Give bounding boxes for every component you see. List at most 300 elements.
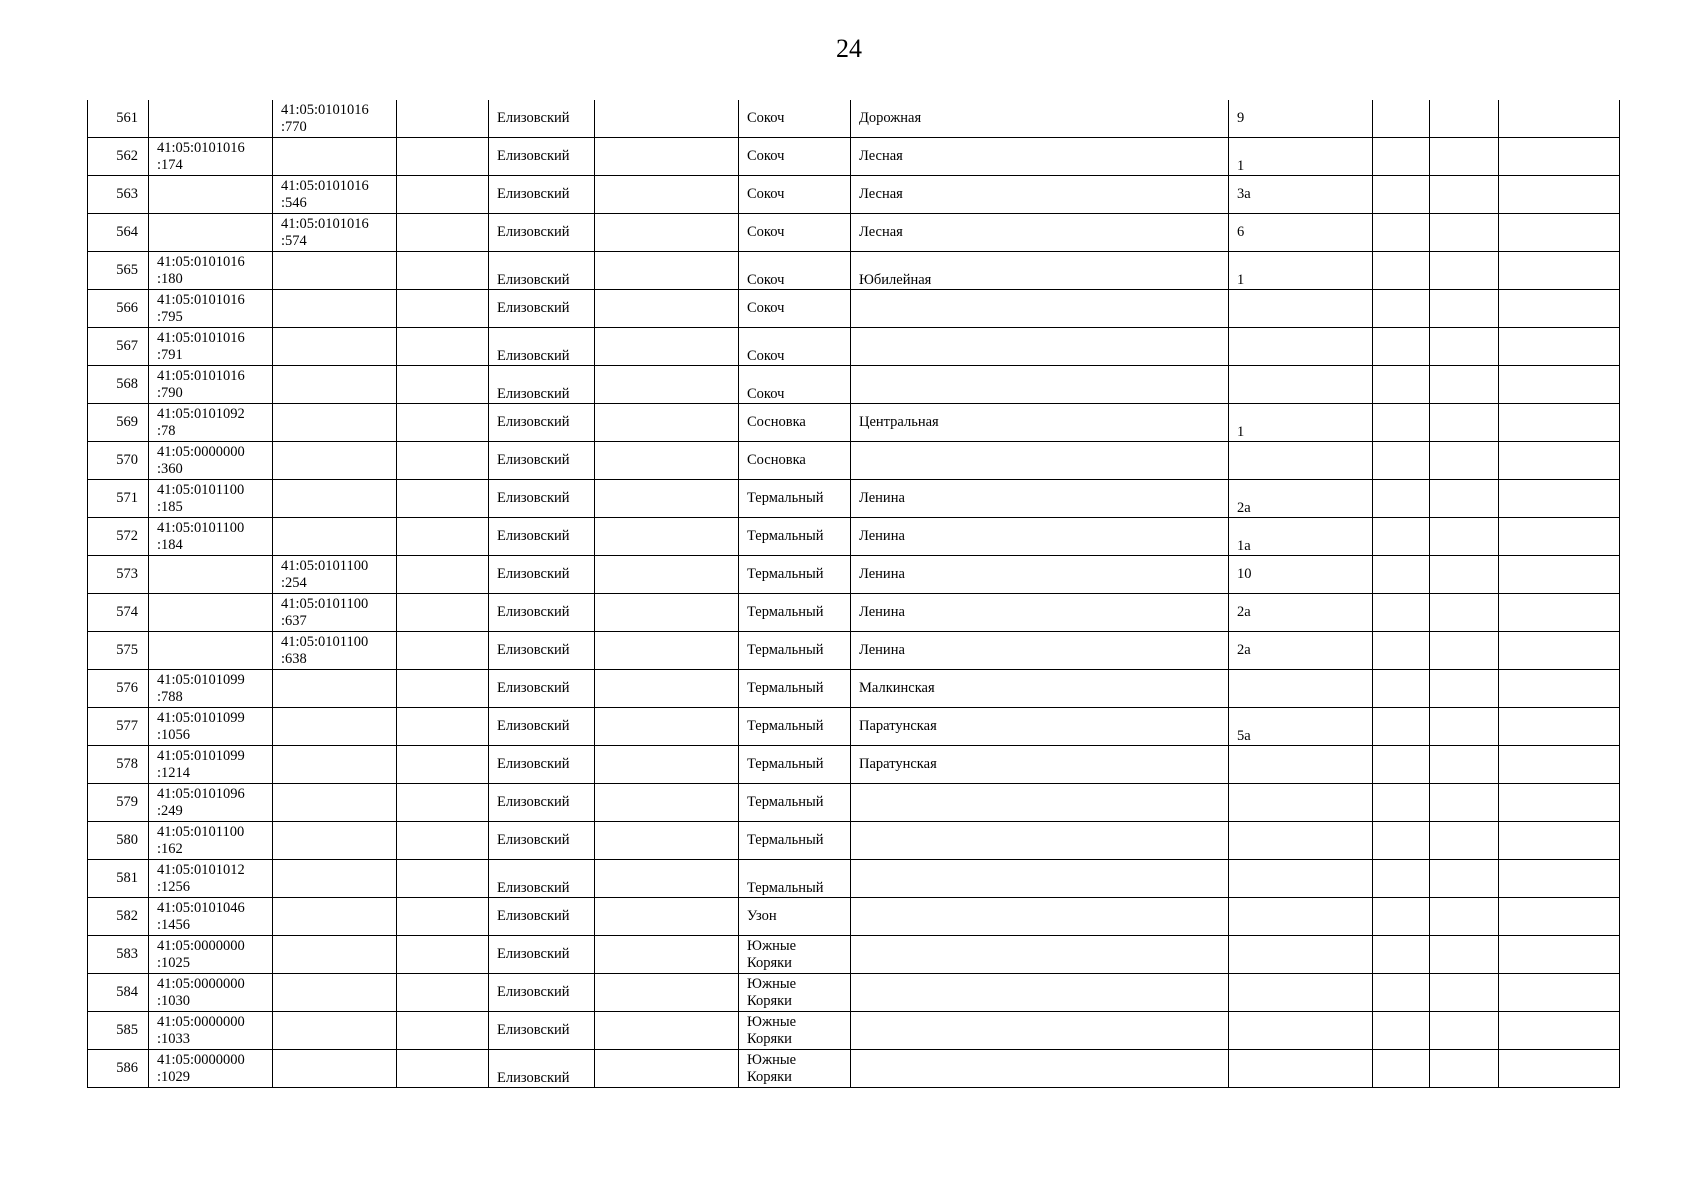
empty-cell — [1373, 480, 1430, 518]
empty-cell — [1373, 252, 1430, 290]
settlement-cell: Сокоч — [739, 176, 851, 214]
row-number-cell: 578 — [88, 746, 149, 784]
street-cell: Центральная — [851, 404, 1229, 442]
cadastral-number-alt-cell: 41:05:0101016 :770 — [273, 100, 397, 138]
cadastral-number-cell: 41:05:0101100 :162 — [149, 822, 273, 860]
cadastral-number-cell: 41:05:0101016 :795 — [149, 290, 273, 328]
house-number-cell: 9 — [1229, 100, 1373, 138]
empty-cell — [1373, 746, 1430, 784]
settlement-cell: Термальный — [739, 822, 851, 860]
empty-cell — [1430, 442, 1499, 480]
district-cell: Елизовский — [489, 632, 595, 670]
empty-cell — [1430, 556, 1499, 594]
empty-cell — [1499, 1050, 1620, 1088]
settlement-cell: Сокоч — [739, 138, 851, 176]
empty-cell — [1430, 898, 1499, 936]
empty-cell — [595, 936, 739, 974]
row-number-cell: 580 — [88, 822, 149, 860]
empty-cell — [1430, 708, 1499, 746]
house-number-cell: 5а — [1229, 708, 1373, 746]
empty-cell — [595, 670, 739, 708]
house-number-cell: 1 — [1229, 404, 1373, 442]
cadastral-number-cell: 41:05:0101099 :788 — [149, 670, 273, 708]
cadastral-number-alt-cell — [273, 936, 397, 974]
cadastral-number-cell: 41:05:0101016 :180 — [149, 252, 273, 290]
empty-cell — [397, 1012, 489, 1050]
cadastral-number-alt-cell — [273, 898, 397, 936]
empty-cell — [1499, 898, 1620, 936]
empty-cell — [397, 518, 489, 556]
row-number-cell: 569 — [88, 404, 149, 442]
empty-cell — [1430, 974, 1499, 1012]
empty-cell — [1373, 708, 1430, 746]
house-number-cell — [1229, 1012, 1373, 1050]
empty-cell — [397, 1050, 489, 1088]
empty-cell — [1373, 176, 1430, 214]
empty-cell — [1499, 290, 1620, 328]
empty-cell — [397, 746, 489, 784]
cadastral-number-cell: 41:05:0101016 :791 — [149, 328, 273, 366]
district-cell: Елизовский — [489, 518, 595, 556]
cadastral-number-alt-cell — [273, 670, 397, 708]
district-cell: Елизовский — [489, 1012, 595, 1050]
empty-cell — [397, 214, 489, 252]
empty-cell — [1499, 670, 1620, 708]
empty-cell — [1499, 860, 1620, 898]
house-number-cell: 2а — [1229, 594, 1373, 632]
empty-cell — [1499, 100, 1620, 138]
street-cell: Лесная — [851, 176, 1229, 214]
street-cell: Ленина — [851, 480, 1229, 518]
empty-cell — [595, 176, 739, 214]
street-cell: Паратунская — [851, 708, 1229, 746]
house-number-cell — [1229, 936, 1373, 974]
table-row — [88, 784, 1620, 822]
house-number-cell: 3а — [1229, 176, 1373, 214]
house-number-cell: 2а — [1229, 632, 1373, 670]
empty-cell — [397, 480, 489, 518]
empty-cell — [1499, 556, 1620, 594]
table-row — [88, 100, 1620, 138]
table-row — [88, 1012, 1620, 1050]
empty-cell — [397, 936, 489, 974]
settlement-cell: Термальный — [739, 556, 851, 594]
empty-cell — [397, 784, 489, 822]
cadastral-number-alt-cell — [273, 480, 397, 518]
empty-cell — [1499, 214, 1620, 252]
street-cell — [851, 366, 1229, 404]
table-row — [88, 936, 1620, 974]
cadastral-number-cell: 41:05:0101099 :1214 — [149, 746, 273, 784]
empty-cell — [397, 366, 489, 404]
table-row — [88, 252, 1620, 290]
house-number-cell — [1229, 1050, 1373, 1088]
settlement-cell: Сокоч — [739, 214, 851, 252]
empty-cell — [595, 974, 739, 1012]
empty-cell — [1499, 708, 1620, 746]
house-number-cell — [1229, 974, 1373, 1012]
street-cell — [851, 1012, 1229, 1050]
empty-cell — [397, 974, 489, 1012]
cadastral-number-alt-cell — [273, 366, 397, 404]
settlement-cell: Сокоч — [739, 252, 851, 290]
street-cell — [851, 936, 1229, 974]
empty-cell — [1499, 784, 1620, 822]
row-number-cell: 582 — [88, 898, 149, 936]
row-number-cell: 585 — [88, 1012, 149, 1050]
empty-cell — [397, 594, 489, 632]
table-row — [88, 556, 1620, 594]
empty-cell — [1373, 290, 1430, 328]
row-number-cell: 579 — [88, 784, 149, 822]
house-number-cell: 2а — [1229, 480, 1373, 518]
empty-cell — [1499, 176, 1620, 214]
empty-cell — [397, 632, 489, 670]
empty-cell — [1499, 366, 1620, 404]
page-number: 24 — [836, 34, 862, 63]
house-number-cell — [1229, 860, 1373, 898]
cadastral-number-cell: 41:05:0000000 :360 — [149, 442, 273, 480]
empty-cell — [595, 480, 739, 518]
settlement-cell: Южные Коряки — [739, 974, 851, 1012]
empty-cell — [595, 404, 739, 442]
empty-cell — [1430, 518, 1499, 556]
cadastral-number-cell — [149, 556, 273, 594]
empty-cell — [1499, 822, 1620, 860]
table-row — [88, 822, 1620, 860]
empty-cell — [1430, 366, 1499, 404]
cadastral-number-cell: 41:05:0101012 :1256 — [149, 860, 273, 898]
cadastral-number-cell: 41:05:0101092 :78 — [149, 404, 273, 442]
street-cell: Ленина — [851, 594, 1229, 632]
empty-cell — [1373, 974, 1430, 1012]
row-number-cell: 572 — [88, 518, 149, 556]
cadastral-number-alt-cell: 41:05:0101016 :546 — [273, 176, 397, 214]
settlement-cell: Термальный — [739, 784, 851, 822]
district-cell: Елизовский — [489, 746, 595, 784]
empty-cell — [397, 138, 489, 176]
cadastral-number-alt-cell — [273, 974, 397, 1012]
table-row — [88, 214, 1620, 252]
row-number-cell: 562 — [88, 138, 149, 176]
settlement-cell: Сосновка — [739, 442, 851, 480]
empty-cell — [397, 556, 489, 594]
empty-cell — [397, 176, 489, 214]
empty-cell — [1373, 556, 1430, 594]
district-cell: Елизовский — [489, 290, 595, 328]
district-cell: Елизовский — [489, 214, 595, 252]
empty-cell — [1373, 518, 1430, 556]
empty-cell — [1430, 480, 1499, 518]
empty-cell — [595, 214, 739, 252]
district-cell: Елизовский — [489, 138, 595, 176]
settlement-cell: Узон — [739, 898, 851, 936]
settlement-cell: Сокоч — [739, 290, 851, 328]
row-number-cell: 567 — [88, 328, 149, 366]
street-cell — [851, 898, 1229, 936]
empty-cell — [595, 746, 739, 784]
row-number-cell: 566 — [88, 290, 149, 328]
empty-cell — [1499, 746, 1620, 784]
district-cell: Елизовский — [489, 594, 595, 632]
empty-cell — [1373, 594, 1430, 632]
district-cell: Елизовский — [489, 442, 595, 480]
empty-cell — [1430, 138, 1499, 176]
empty-cell — [1430, 214, 1499, 252]
street-cell: Лесная — [851, 214, 1229, 252]
empty-cell — [595, 328, 739, 366]
empty-cell — [595, 1012, 739, 1050]
empty-cell — [1499, 594, 1620, 632]
empty-cell — [1499, 404, 1620, 442]
settlement-cell: Термальный — [739, 480, 851, 518]
row-number-cell: 571 — [88, 480, 149, 518]
empty-cell — [1430, 404, 1499, 442]
empty-cell — [397, 708, 489, 746]
empty-cell — [397, 100, 489, 138]
table-row — [88, 442, 1620, 480]
district-cell: Елизовский — [489, 328, 595, 366]
row-number-cell: 575 — [88, 632, 149, 670]
settlement-cell: Термальный — [739, 670, 851, 708]
cadastral-number-alt-cell: 41:05:0101100 :638 — [273, 632, 397, 670]
house-number-cell — [1229, 746, 1373, 784]
street-cell — [851, 822, 1229, 860]
empty-cell — [397, 252, 489, 290]
empty-cell — [1499, 518, 1620, 556]
property-registry-table — [87, 100, 1620, 1088]
table-row — [88, 974, 1620, 1012]
table-row — [88, 898, 1620, 936]
empty-cell — [1430, 594, 1499, 632]
district-cell: Елизовский — [489, 784, 595, 822]
table-row — [88, 290, 1620, 328]
cadastral-number-alt-cell — [273, 328, 397, 366]
house-number-cell: 1а — [1229, 518, 1373, 556]
cadastral-number-alt-cell: 41:05:0101100 :637 — [273, 594, 397, 632]
cadastral-number-cell: 41:05:0000000 :1030 — [149, 974, 273, 1012]
district-cell: Елизовский — [489, 404, 595, 442]
empty-cell — [595, 252, 739, 290]
cadastral-number-alt-cell: 41:05:0101016 :574 — [273, 214, 397, 252]
empty-cell — [1373, 1050, 1430, 1088]
row-number-cell: 576 — [88, 670, 149, 708]
row-number-cell: 564 — [88, 214, 149, 252]
cadastral-number-cell — [149, 632, 273, 670]
empty-cell — [595, 366, 739, 404]
empty-cell — [595, 1050, 739, 1088]
street-cell — [851, 784, 1229, 822]
cadastral-number-cell — [149, 100, 273, 138]
empty-cell — [595, 860, 739, 898]
district-cell: Елизовский — [489, 252, 595, 290]
empty-cell — [1373, 860, 1430, 898]
settlement-cell: Сосновка — [739, 404, 851, 442]
settlement-cell: Термальный — [739, 708, 851, 746]
empty-cell — [1499, 632, 1620, 670]
row-number-cell: 570 — [88, 442, 149, 480]
empty-cell — [1373, 100, 1430, 138]
empty-cell — [397, 822, 489, 860]
cadastral-number-cell: 41:05:0101100 :184 — [149, 518, 273, 556]
empty-cell — [1430, 860, 1499, 898]
cadastral-number-alt-cell — [273, 252, 397, 290]
empty-cell — [1373, 822, 1430, 860]
district-cell: Елизовский — [489, 100, 595, 138]
cadastral-number-cell: 41:05:0101016 :174 — [149, 138, 273, 176]
row-number-cell: 563 — [88, 176, 149, 214]
street-cell: Малкинская — [851, 670, 1229, 708]
empty-cell — [397, 328, 489, 366]
empty-cell — [397, 898, 489, 936]
street-cell: Ленина — [851, 632, 1229, 670]
table-row — [88, 632, 1620, 670]
table-row — [88, 594, 1620, 632]
settlement-cell: Южные Коряки — [739, 936, 851, 974]
empty-cell — [595, 556, 739, 594]
row-number-cell: 581 — [88, 860, 149, 898]
house-number-cell: 1 — [1229, 138, 1373, 176]
row-number-cell: 583 — [88, 936, 149, 974]
empty-cell — [595, 632, 739, 670]
row-number-cell: 565 — [88, 252, 149, 290]
empty-cell — [1373, 670, 1430, 708]
empty-cell — [1430, 1050, 1499, 1088]
district-cell: Елизовский — [489, 1050, 595, 1088]
empty-cell — [1430, 632, 1499, 670]
row-number-cell: 561 — [88, 100, 149, 138]
empty-cell — [1499, 442, 1620, 480]
settlement-cell: Сокоч — [739, 328, 851, 366]
cadastral-number-alt-cell — [273, 442, 397, 480]
settlement-cell: Термальный — [739, 746, 851, 784]
empty-cell — [1499, 328, 1620, 366]
street-cell: Паратунская — [851, 746, 1229, 784]
empty-cell — [1430, 100, 1499, 138]
cadastral-number-alt-cell — [273, 138, 397, 176]
house-number-cell — [1229, 290, 1373, 328]
district-cell: Елизовский — [489, 898, 595, 936]
house-number-cell — [1229, 366, 1373, 404]
empty-cell — [1430, 784, 1499, 822]
empty-cell — [595, 594, 739, 632]
cadastral-number-alt-cell — [273, 1050, 397, 1088]
house-number-cell — [1229, 442, 1373, 480]
settlement-cell: Термальный — [739, 860, 851, 898]
cadastral-number-cell: 41:05:0101096 :249 — [149, 784, 273, 822]
settlement-cell: Термальный — [739, 518, 851, 556]
cadastral-number-cell: 41:05:0101099 :1056 — [149, 708, 273, 746]
empty-cell — [1430, 290, 1499, 328]
cadastral-number-alt-cell — [273, 518, 397, 556]
empty-cell — [1430, 822, 1499, 860]
cadastral-number-cell: 41:05:0000000 :1025 — [149, 936, 273, 974]
table-row — [88, 366, 1620, 404]
row-number-cell: 568 — [88, 366, 149, 404]
empty-cell — [397, 404, 489, 442]
empty-cell — [1373, 632, 1430, 670]
empty-cell — [1430, 1012, 1499, 1050]
empty-cell — [1430, 746, 1499, 784]
district-cell: Елизовский — [489, 936, 595, 974]
empty-cell — [595, 708, 739, 746]
table-row — [88, 328, 1620, 366]
house-number-cell — [1229, 784, 1373, 822]
empty-cell — [397, 860, 489, 898]
empty-cell — [1499, 480, 1620, 518]
row-number-cell: 573 — [88, 556, 149, 594]
settlement-cell: Южные Коряки — [739, 1050, 851, 1088]
empty-cell — [1499, 138, 1620, 176]
street-cell — [851, 328, 1229, 366]
street-cell — [851, 860, 1229, 898]
cadastral-number-alt-cell — [273, 404, 397, 442]
settlement-cell: Сокоч — [739, 100, 851, 138]
empty-cell — [397, 442, 489, 480]
cadastral-number-cell — [149, 594, 273, 632]
cadastral-number-cell: 41:05:0101016 :790 — [149, 366, 273, 404]
empty-cell — [595, 784, 739, 822]
empty-cell — [1430, 936, 1499, 974]
table-row — [88, 670, 1620, 708]
district-cell: Елизовский — [489, 480, 595, 518]
district-cell: Елизовский — [489, 974, 595, 1012]
cadastral-number-cell: 41:05:0101046 :1456 — [149, 898, 273, 936]
empty-cell — [1499, 1012, 1620, 1050]
empty-cell — [595, 518, 739, 556]
street-cell: Ленина — [851, 518, 1229, 556]
empty-cell — [595, 290, 739, 328]
settlement-cell: Сокоч — [739, 366, 851, 404]
table-row — [88, 708, 1620, 746]
table-row — [88, 176, 1620, 214]
street-cell: Юбилейная — [851, 252, 1229, 290]
cadastral-number-alt-cell — [273, 822, 397, 860]
cadastral-number-alt-cell — [273, 784, 397, 822]
street-cell — [851, 290, 1229, 328]
district-cell: Елизовский — [489, 176, 595, 214]
street-cell: Дорожная — [851, 100, 1229, 138]
table-row — [88, 404, 1620, 442]
cadastral-number-alt-cell — [273, 708, 397, 746]
empty-cell — [1373, 898, 1430, 936]
house-number-cell — [1229, 328, 1373, 366]
cadastral-number-cell: 41:05:0000000 :1033 — [149, 1012, 273, 1050]
settlement-cell: Южные Коряки — [739, 1012, 851, 1050]
empty-cell — [1430, 670, 1499, 708]
empty-cell — [1373, 1012, 1430, 1050]
street-cell — [851, 974, 1229, 1012]
table-row — [88, 480, 1620, 518]
empty-cell — [1373, 214, 1430, 252]
empty-cell — [1499, 252, 1620, 290]
cadastral-number-alt-cell — [273, 290, 397, 328]
empty-cell — [1430, 328, 1499, 366]
table-row — [88, 860, 1620, 898]
empty-cell — [595, 898, 739, 936]
empty-cell — [1373, 366, 1430, 404]
empty-cell — [595, 442, 739, 480]
table-row — [88, 1050, 1620, 1088]
empty-cell — [1373, 784, 1430, 822]
row-number-cell: 586 — [88, 1050, 149, 1088]
district-cell: Елизовский — [489, 670, 595, 708]
empty-cell — [595, 100, 739, 138]
row-number-cell: 574 — [88, 594, 149, 632]
table-body — [88, 100, 1620, 1088]
empty-cell — [1373, 442, 1430, 480]
settlement-cell: Термальный — [739, 594, 851, 632]
